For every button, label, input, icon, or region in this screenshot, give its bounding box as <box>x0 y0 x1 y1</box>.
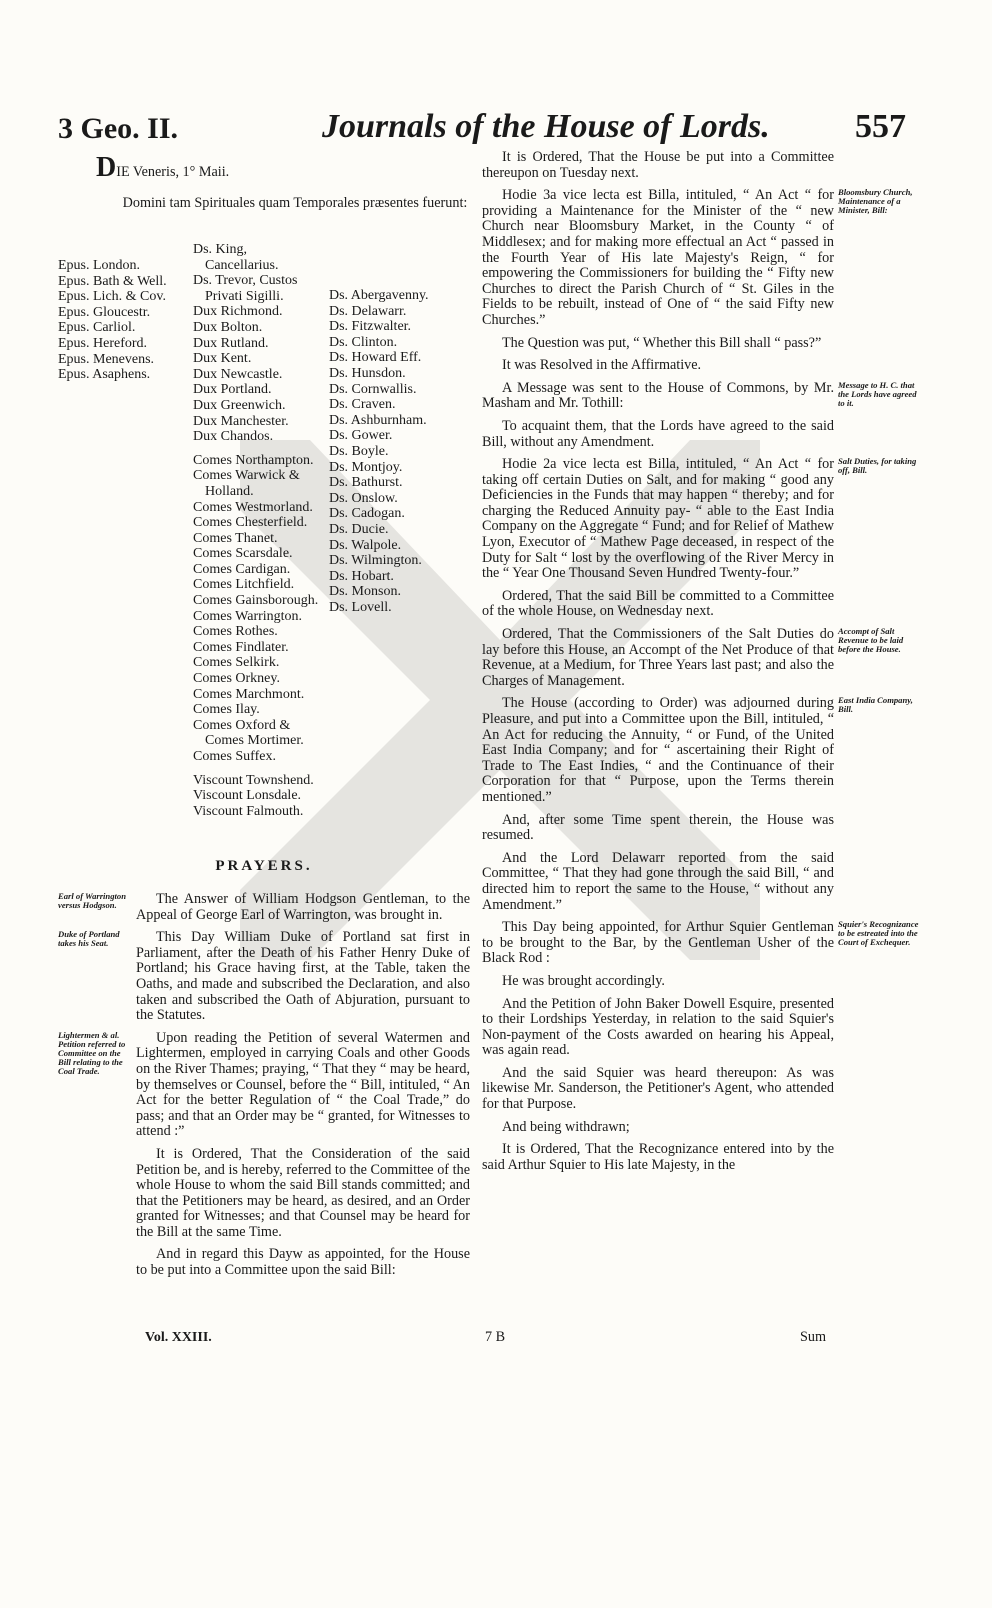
peer-name: Ds. Hobart. <box>329 568 394 584</box>
peer-name: Comes Litchfield. <box>193 577 295 593</box>
marginal-note <box>838 419 922 450</box>
peer-name: Ds. Lovell. <box>329 599 392 615</box>
marginal-note: Salt Duties, for taking off, Bill. <box>838 456 917 476</box>
peer-name: Comes Northampton. <box>193 452 314 468</box>
peer-name: Privati Sigilli. <box>205 288 284 304</box>
marginal-note <box>838 813 922 844</box>
peer-name: Ds. Trevor, Custos <box>193 273 298 289</box>
entry <box>482 188 922 328</box>
entry <box>482 1066 922 1113</box>
entry-text: The Question was put, “ Whether this Bill shall “ pass?” <box>502 334 822 351</box>
entry-text: To acquaint them, that the Lords have agreed to the said Bill, without any Amendment. <box>482 417 834 450</box>
peer-name: Dux Bolton. <box>193 319 263 335</box>
entry-text: It is Ordered, That the Recognizance entered into by the said Arthur Squier to His late Majesty, in the <box>482 1141 834 1173</box>
entry <box>58 1147 470 1241</box>
peer-name: Epus. Menevens. <box>58 351 155 367</box>
entry <box>58 1031 470 1140</box>
peer-name: Dux Greenwich. <box>193 397 286 413</box>
peer-name: Epus. Bath & Well. <box>58 273 167 289</box>
marginal-note <box>58 1247 128 1278</box>
peer-name <box>193 445 318 453</box>
marginal-note <box>838 358 922 374</box>
peer-name: Comes Ilay. <box>193 702 260 718</box>
entry-text: This Day being appointed, for Arthur Squier Gentleman to be brought to the Bar, by the Gentleman Usher of the Black Rod : <box>482 919 834 967</box>
peer-name: Comes Oxford & <box>193 717 291 733</box>
peer-name: Cancellarius. <box>205 257 279 273</box>
peer-name: Ds. Craven. <box>329 397 396 413</box>
peer-name: Comes Orkney. <box>193 671 280 687</box>
marginal-note: Accompt of Salt Revenue to be laid before the House. <box>838 626 904 655</box>
entry-text: And the Lord Delawarr reported from the said Committee, “ That they had gone through the said Bill, “ and directed him to report the same to the House, “ without any Amendment.” <box>482 849 834 913</box>
entry <box>482 1142 922 1173</box>
peer-name: Ds. Delawarr. <box>329 303 407 319</box>
entry-text: It is Ordered, That the Consideration of the said Petition be, and is hereby, referred to the Committee of the whole House to whom the said Bill stands committed; and that the Petitioners may be heard, as desired, and an Order granted for Witnesses; and that Counsel may be heard for the Bill at the same Time. <box>136 1145 470 1240</box>
peer-name: Dux Rutland. <box>193 335 269 351</box>
peer-name: Comes Findlater. <box>193 639 289 655</box>
peer-name: Epus. Hereford. <box>58 335 148 351</box>
peer-name: Epus. Carliol. <box>58 320 136 336</box>
peer-name: Ds. Bathurst. <box>329 475 403 491</box>
entry-text: Hodie 3a vice lecta est Billa, intituled, “ An Act “ for providing a Maintenance for the Minister of the “ new Church near Bloomsbury Market, in the County “ of Middlesex; and for making more effectual an Act “ passed in the Fourth Year of His late Majesty's Reign, “ for empowering the Commissioners for building the “ Fifty new Churches to direct the Parish Church of “ St. Giles in the Fields to be rebuilt, instead of One of “ the said Fifty new Churches.” <box>482 187 834 328</box>
catchword: Sum <box>800 1329 827 1345</box>
entry <box>482 997 922 1059</box>
entry <box>482 589 922 620</box>
peer-name: Dux Portland. <box>193 382 272 398</box>
entry <box>482 419 922 450</box>
entry-text: It is Ordered, That the House be put into a Committee thereupon on Tuesday next. <box>482 149 834 181</box>
peer-name: Ds. Abergavenny. <box>329 288 429 303</box>
peer-name: Ds. Cadogan. <box>329 506 405 522</box>
page-number: 557 <box>855 108 906 145</box>
entry-text: And the Petition of John Baker Dowell Esquire, presented to their Lordships Yesterday, in relation to the said Squier's Non-payment of the Costs awarded on hearing his Appeal, was again read. <box>482 995 834 1059</box>
marginal-note: Lightermen & al. Petition referred to Committee on the Bill relating to the Coal Trade. <box>58 1029 126 1076</box>
peer-name: Comes Warwick & <box>193 468 300 484</box>
marginal-note <box>838 1066 922 1113</box>
entry-text: Ordered, That the Commissioners of the Salt Duties do lay before this House, an Accompt of the Net Produce of that Revenue, at a Medium, for Three Years last past; and also the Charges of Management. <box>482 626 834 689</box>
peer-name: Epus. Gloucestr. <box>58 304 151 320</box>
marginal-note: Earl of Warrington versus Hodgson. <box>58 891 126 910</box>
marginal-note <box>838 851 922 913</box>
marginal-note <box>838 150 922 181</box>
peer-name: Epus. Asaphens. <box>58 367 151 383</box>
peer-name: Ds. Ducie. <box>329 521 389 537</box>
bishops-list <box>58 258 167 383</box>
dateline-text: IE Veneris, 1° Maii. <box>116 164 230 180</box>
marginal-note: Squier's Recognizance to be estreated into the Court of Exchequer. <box>838 919 919 948</box>
peer-name <box>193 765 318 773</box>
entry <box>58 1247 470 1278</box>
peer-name: Ds. Wilmington. <box>329 553 422 569</box>
peer-name: Comes Marchmont. <box>193 686 305 702</box>
drop-initial: D <box>96 152 117 183</box>
entry <box>482 150 922 181</box>
entry-text: And in regard this Dayw as appointed, for the House to be put into a Committee upon the said Bill: <box>136 1246 470 1279</box>
marginal-note <box>838 1142 922 1173</box>
peer-name: Viscount Falmouth. <box>193 803 304 819</box>
marginal-note <box>838 997 922 1059</box>
peer-name: Ds. Cornwallis. <box>329 381 417 397</box>
entry <box>482 974 922 990</box>
entry <box>482 381 922 412</box>
peer-name: Ds. Fitzwalter. <box>329 319 412 335</box>
peers-list-barons <box>329 288 429 615</box>
peer-name: Ds. Monson. <box>329 584 401 600</box>
running-head-title: Journals of the House of Lords. <box>322 108 770 145</box>
left-column <box>58 892 470 1286</box>
marginal-note <box>838 974 922 990</box>
entry-text: It was Resolved in the Affirmative. <box>502 357 702 374</box>
entry <box>58 892 470 923</box>
entry-text: The Answer of William Hodgson Gentleman, to the Appeal of George Earl of Warrington, was brought in. <box>136 891 470 923</box>
entry <box>482 696 922 805</box>
entry <box>482 851 922 913</box>
marginal-note <box>838 1120 922 1136</box>
peer-name: Epus. Lich. & Cov. <box>58 289 166 305</box>
entry <box>482 358 922 374</box>
peers-list-dukes-earls <box>193 242 318 819</box>
peer-name: Ds. Walpole. <box>329 537 402 553</box>
entry <box>482 813 922 844</box>
peer-name: Comes Scarsdale. <box>193 546 293 562</box>
peer-name: Ds. Montjoy. <box>329 459 403 475</box>
entry-text: A Message was sent to the House of Commons, by Mr. Masham and Mr. Tothill: <box>482 379 834 412</box>
peer-name: Ds. King, <box>193 242 248 257</box>
peer-name: Dux Chandos. <box>193 429 274 445</box>
marginal-note: Message to H. C. that the Lords have agreed to it. <box>838 379 917 408</box>
running-head-left: 3 Geo. II. <box>58 112 178 145</box>
peer-name: Ds. Onslow. <box>329 490 398 506</box>
entry <box>58 930 470 1024</box>
entry <box>482 457 922 582</box>
peer-name: Ds. Ashburnham. <box>329 412 427 428</box>
entry <box>482 1120 922 1136</box>
marginal-note: Bloomsbury Church, Maintenance of a Minister, Bill: <box>838 187 913 216</box>
peer-name: Comes Thanet. <box>193 530 278 546</box>
peer-name: Dux Newcastle. <box>193 366 283 382</box>
peer-name: Ds. Gower. <box>329 428 393 444</box>
volume-label: Vol. XXIII. <box>145 1330 212 1345</box>
marginal-note: Duke of Portland takes his Seat. <box>58 929 120 949</box>
peer-name: Ds. Boyle. <box>329 443 389 459</box>
prayers-heading: PRAYERS. <box>215 858 313 874</box>
peer-name: Comes Suffex. <box>193 749 276 764</box>
peer-name: Viscount Lonsdale. <box>193 788 302 804</box>
peer-name: Comes Westmorland. <box>193 499 313 515</box>
peer-name: Comes Rothes. <box>193 624 278 640</box>
marginal-note: East India Company, Bill. <box>838 695 913 715</box>
peer-name: Comes Mortimer. <box>205 733 304 749</box>
peer-name: Comes Chesterfield. <box>193 515 308 531</box>
peer-name: Ds. Clinton. <box>329 334 398 350</box>
entry <box>482 920 922 967</box>
entry <box>482 627 922 689</box>
peer-name: Holland. <box>205 483 254 499</box>
dateline <box>96 152 229 184</box>
peer-name: Viscount Townshend. <box>193 772 314 788</box>
marginal-note <box>58 1147 128 1241</box>
peer-name: Comes Cardigan. <box>193 561 291 577</box>
entry-text: Hodie 2a vice lecta est Billa, intituled, “ An Act “ for taking off certain Duties on Salt, and for making “ good any Deficiencies in the Funds that may happen “ thereby; and for charging the Reduced Annuity pay- “ able to the East India Company on the Aggregate “ Fund; and for Relief of Mathew Lyon, Executor of “ Mathew Page deceased, in respect of the Duty for Salt “ lost by the overflowing of the River Mercy in the “ Year One Thousand Seven Hundred Twenty-four.” <box>482 456 834 582</box>
marginal-note <box>838 589 922 620</box>
entry-text: The House (according to Order) was adjourned during Pleasure, and put into a Committee upon the Bill, intituled, “ An Act for reducing the Annuity, “ or Fund, of the United East India Company; and for “ ascertaining their Right of Trade to The East Indies, “ and the Continuance of their Corporation for that “ Purpose, upon the Terms therein mentioned.” <box>482 695 834 805</box>
peer-name: Ds. Hunsdon. <box>329 365 406 381</box>
entry <box>482 336 922 352</box>
entry-text: And, after some Time spent therein, the House was resumed. <box>482 811 834 844</box>
peer-name: Ds. Howard Eff. <box>329 350 422 366</box>
peer-name: Dux Kent. <box>193 351 252 367</box>
right-column <box>482 150 922 1180</box>
entry-text: And the said Squier was heard thereupon: As was likewise Mr. Sanderson, the Petitioner's Agent, who attended for that Purpose. <box>482 1064 834 1113</box>
entry-text: Upon reading the Petition of several Watermen and Lightermen, employed in carrying Coals and other Goods on the River Thames; praying, “ That they “ may be heard, by themselves or Counsel, before the “ Bill, intituled, “ An Act for the better Regulation of “ the Coal Trade,” do pass; and that an Order may be “ granted, for Witnesses to attend :” <box>136 1029 470 1140</box>
attendance-heading: Domini tam Spirituales quam Temporales præsentes fuerunt: <box>122 195 468 211</box>
peer-name: Epus. London. <box>58 258 141 273</box>
entry-text: And being withdrawn; <box>502 1118 630 1135</box>
peer-name: Dux Manchester. <box>193 413 289 429</box>
entry-text: This Day William Duke of Portland sat first in Parliament, after the Death of his Father Henry Duke of Portland; his Grace having first, at the Table, taken the Oaths, and made and subscribed the Declaration, and also taken and subscribed the Oath of Abjuration, pursuant to the Statutes. <box>136 929 470 1024</box>
signature-mark: 7 B <box>485 1329 506 1345</box>
peer-name: Comes Warrington. <box>193 608 303 624</box>
entry-text: He was brought accordingly. <box>502 972 665 989</box>
peer-name: Comes Selkirk. <box>193 655 280 671</box>
entry-text: Ordered, That the said Bill be committed to a Committee of the whole House, on Wednesday next. <box>482 587 834 620</box>
marginal-note <box>838 336 922 352</box>
peer-name: Dux Richmond. <box>193 304 283 320</box>
peer-name: Comes Gainsborough. <box>193 593 319 609</box>
